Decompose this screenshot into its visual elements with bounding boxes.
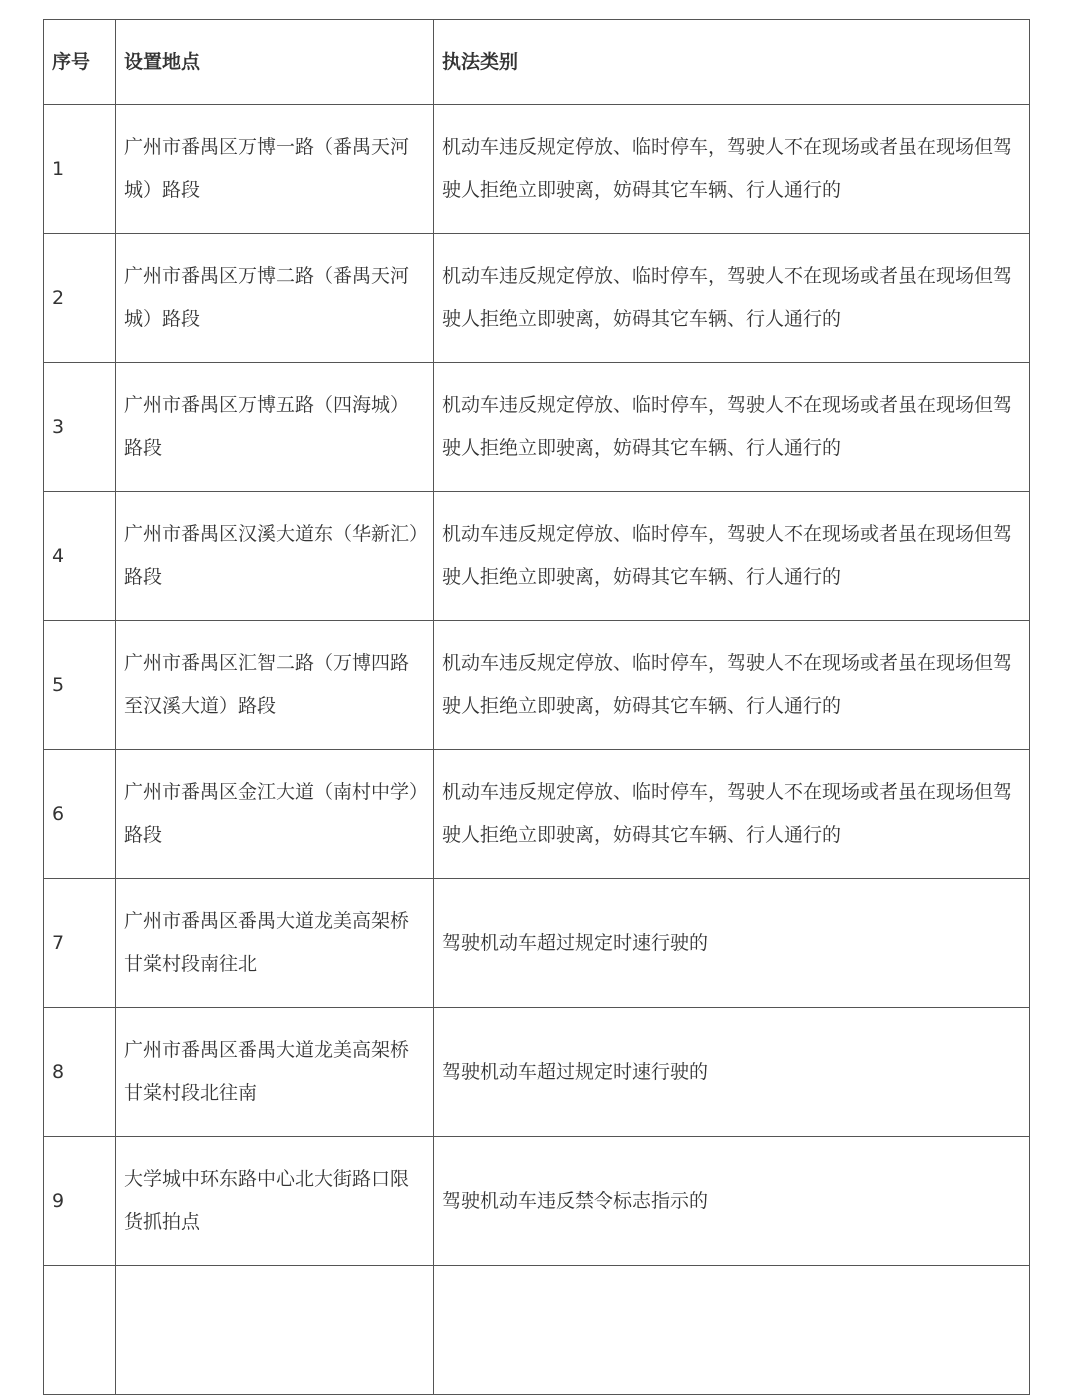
table-row (44, 621, 1030, 750)
row-location: 广州市番禺区万博一路（番禺天河城）路段 (116, 105, 434, 234)
row-location: 广州市番禺区金江大道（南村中学）路段 (116, 750, 434, 879)
table-row (44, 105, 1030, 234)
header-number: 序号 (44, 20, 116, 105)
table-row (44, 1008, 1030, 1137)
table-body (44, 105, 1030, 1395)
row-category: 机动车违反规定停放、临时停车，驾驶人不在现场或者虽在现场但驾驶人拒绝立即驶离，妨碍其它车辆、行人通行的 (434, 234, 1030, 363)
table-row (44, 492, 1030, 621)
enforcement-table (43, 19, 1030, 1395)
row-location: 广州市番禺区番禺大道龙美高架桥甘棠村段南往北 (116, 879, 434, 1008)
enforcement-table-container (43, 19, 1029, 1395)
row-category: 机动车违反规定停放、临时停车，驾驶人不在现场或者虽在现场但驾驶人拒绝立即驶离，妨碍其它车辆、行人通行的 (434, 105, 1030, 234)
header-location: 设置地点 (116, 20, 434, 105)
row-location: 广州市番禺区万博二路（番禺天河城）路段 (116, 234, 434, 363)
row-category: 驾驶机动车超过规定时速行驶的 (434, 1008, 1030, 1137)
header-category: 执法类别 (434, 20, 1030, 105)
row-number: 4 (44, 492, 116, 621)
row-category: 机动车违反规定停放、临时停车，驾驶人不在现场或者虽在现场但驾驶人拒绝立即驶离，妨碍其它车辆、行人通行的 (434, 492, 1030, 621)
table-row (44, 1137, 1030, 1266)
row-category (434, 1266, 1030, 1395)
row-category: 机动车违反规定停放、临时停车，驾驶人不在现场或者虽在现场但驾驶人拒绝立即驶离，妨碍其它车辆、行人通行的 (434, 363, 1030, 492)
row-number: 8 (44, 1008, 116, 1137)
row-number: 3 (44, 363, 116, 492)
table-row (44, 750, 1030, 879)
row-location (116, 1266, 434, 1395)
header-row (44, 20, 1030, 105)
row-number: 2 (44, 234, 116, 363)
row-location: 广州市番禺区番禺大道龙美高架桥甘棠村段北往南 (116, 1008, 434, 1137)
row-location: 广州市番禺区汉溪大道东（华新汇）路段 (116, 492, 434, 621)
row-number: 9 (44, 1137, 116, 1266)
row-number: 6 (44, 750, 116, 879)
row-category: 驾驶机动车违反禁令标志指示的 (434, 1137, 1030, 1266)
row-number: 5 (44, 621, 116, 750)
row-category: 机动车违反规定停放、临时停车，驾驶人不在现场或者虽在现场但驾驶人拒绝立即驶离，妨碍其它车辆、行人通行的 (434, 621, 1030, 750)
table-row (44, 363, 1030, 492)
table-header (44, 20, 1030, 105)
table-row (44, 234, 1030, 363)
row-location: 大学城中环东路中心北大街路口限货抓拍点 (116, 1137, 434, 1266)
row-location: 广州市番禺区万博五路（四海城）路段 (116, 363, 434, 492)
table-row (44, 879, 1030, 1008)
row-category: 机动车违反规定停放、临时停车，驾驶人不在现场或者虽在现场但驾驶人拒绝立即驶离，妨碍其它车辆、行人通行的 (434, 750, 1030, 879)
row-number (44, 1266, 116, 1395)
row-category: 驾驶机动车超过规定时速行驶的 (434, 879, 1030, 1008)
table-row (44, 1266, 1030, 1395)
row-number: 1 (44, 105, 116, 234)
row-number: 7 (44, 879, 116, 1008)
row-location: 广州市番禺区汇智二路（万博四路至汉溪大道）路段 (116, 621, 434, 750)
